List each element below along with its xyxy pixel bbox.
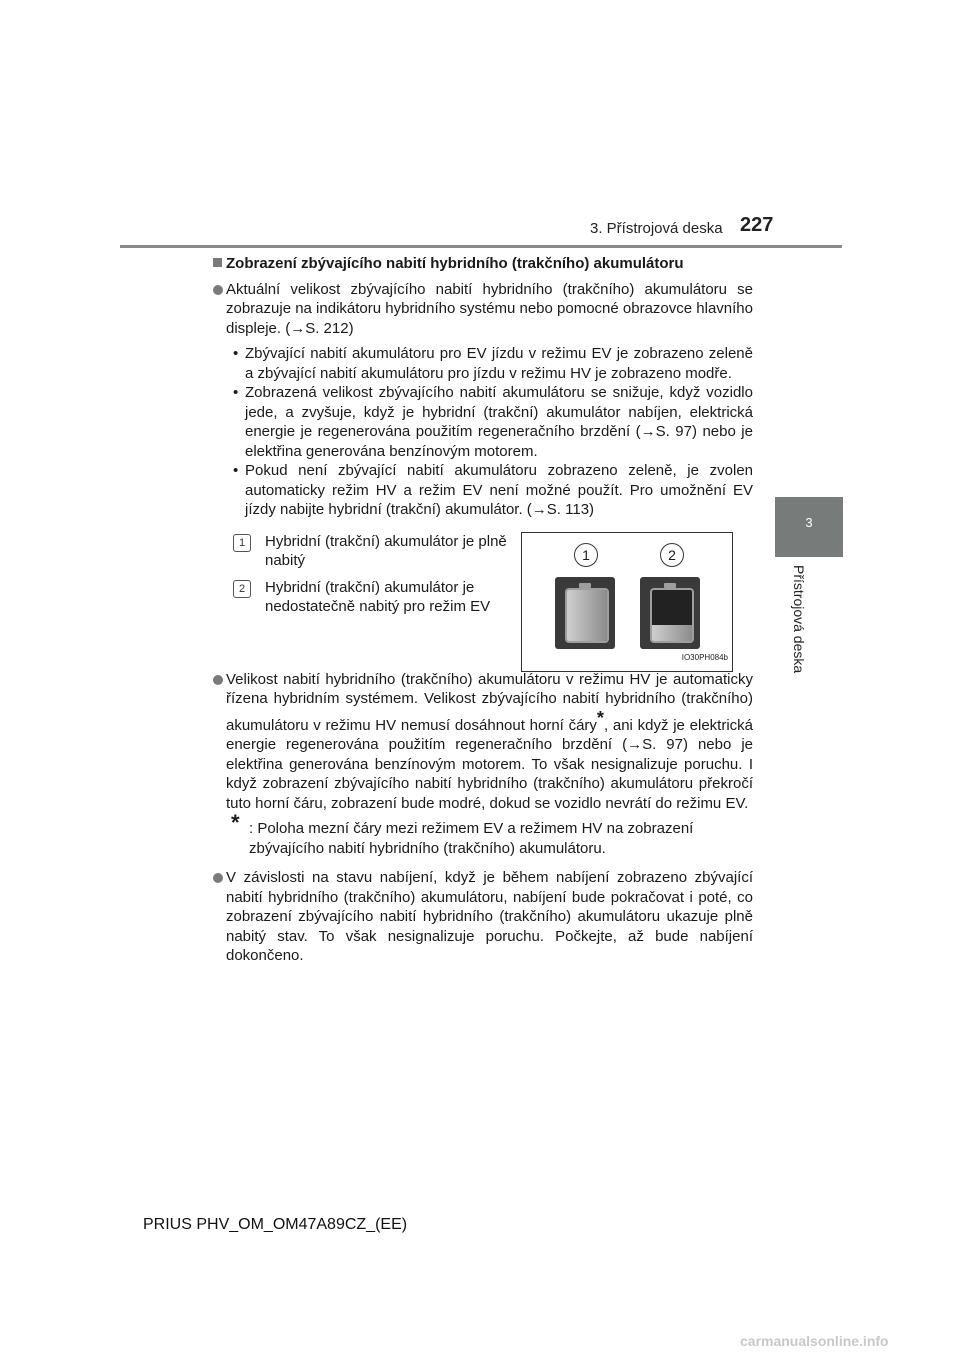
bullet-text: V závislosti na stavu nabíjení, když je během nabíjení zobrazeno zbývající nabití hybridního (trakčního) akumulátoru, nabíjení bude pokračovat i poté, co zobrazení zbývajícího nabití hybridního (trakčního) akumulátoru ukazuje plně nabitý stav. To však nesignalizuje poruchu. Počkejte, až bude nabíjení dokončeno. [226,869,753,964]
sub-text: Pokud není zbývající nabití akumulátoru zobrazeno zeleně, je zvolen automaticky režim HV a režim EV není možné použít. Pro umožnění EV jízdy nabijte hybridní (trakční) akumulátor. (→S. 113) [245,462,753,518]
legend-number: 1 [233,534,251,552]
figure-label-2: 2 [660,543,684,567]
chapter-tab[interactable] [775,497,843,557]
battery-cell [565,588,609,643]
round-bullet-icon [213,285,223,295]
header-section-title: 3. Přístrojová deska [590,220,723,237]
figure-label-1: 1 [574,543,598,567]
battery-cell [650,588,694,643]
page-number: 227 [740,214,774,236]
section-heading [213,254,753,274]
figure-code: IO30PH084b [681,653,728,662]
chapter-tab-number: 3 [805,515,813,530]
legend-text: Hybridní (trakční) akumulátor je plně nabitý [265,532,507,569]
square-bullet-icon [213,258,222,267]
bullet-text: Velikost nabití hybridního (trakčního) akumulátoru v režimu HV je automaticky řízena hybridním systémem. Velikost zbývajícího nabití hybridního (trakčního) akumulátoru v režimu HV nemusí dosáhnout horní čáry [226,670,753,734]
battery-fill [652,625,692,640]
main-content [213,254,753,966]
footnote-asterisk: * [596,707,604,728]
footnote-text: : Poloha mezní čáry mezi režimem EV a režimem HV na zobrazení zbývajícího nabití hybridního (trakčního) akumulátoru. [249,820,694,857]
bullet-item [213,280,753,339]
battery-terminal [579,583,591,588]
dot-marker: • [233,345,239,362]
legend-number: 2 [233,580,251,598]
figure-legend [213,526,753,666]
battery-figure [521,532,733,672]
watermark-text: carmanualsonline.info [740,1333,889,1349]
sub-item [233,383,753,461]
legend-item-2 [233,578,527,617]
sub-list [213,344,753,520]
dot-marker: • [233,384,239,401]
sub-item [233,344,753,383]
round-bullet-icon [213,873,223,883]
bullet-item [213,670,753,814]
legend-item-1 [233,532,527,571]
sub-item [233,461,753,520]
battery-full-icon [555,577,615,649]
sub-text: Zobrazená velikost zbývajícího nabití akumulátoru se snižuje, když vozidlo jede, a zvyšuje, když je hybridní (trakční) akumulátor nabíjen, elektrická energie je regenerována použitím regeneračního brzdění (→S. 97) nebo je elektřina generována benzínovým motorem. [245,384,753,460]
footnote [213,810,753,858]
bullet-text: Aktuální velikost zbývajícího nabití hybridního (trakčního) akumulátoru se zobrazuje na indikátoru hybridního systému nebo pomocné obrazovce hlavního displeje. (→S. 212) [226,280,753,337]
footnote-asterisk: * [231,810,240,835]
battery-terminal [664,583,676,588]
battery-low-icon [640,577,700,649]
legend-text: Hybridní (trakční) akumulátor je nedostatečně nabitý pro režim EV [265,578,491,615]
battery-fill [567,590,607,641]
dot-marker: • [233,462,239,479]
bullet-item [213,868,753,966]
document-footer: PRIUS PHV_OM_OM47A89CZ_(EE) [143,1216,408,1233]
sub-text: Zbývající nabití akumulátoru pro EV jízdu v režimu EV je zobrazeno zeleně a zbývající nabití akumulátoru pro jízdu v režimu HV je zobrazeno modře. [245,345,753,382]
section-heading-text: Zobrazení zbývajícího nabití hybridního (trakčního) akumulátoru [226,255,684,272]
round-bullet-icon [213,675,223,685]
chapter-tab-label: Přístrojová deska [791,565,807,674]
header-divider [120,245,842,248]
bullet-text-cont: , ani když je elektrická energie regenerována použitím regeneračního brzdění (→S. 97) nebo je elektřina generována benzínovým motorem. To však nesignalizuje poruchu. I když zobrazení zbývajícího nabití hybridního (trakčního) akumulátoru překročí tuto horní čáru, zobrazení bude modré, dokud se vozidlo nevrátí do režimu EV. [226,716,753,812]
